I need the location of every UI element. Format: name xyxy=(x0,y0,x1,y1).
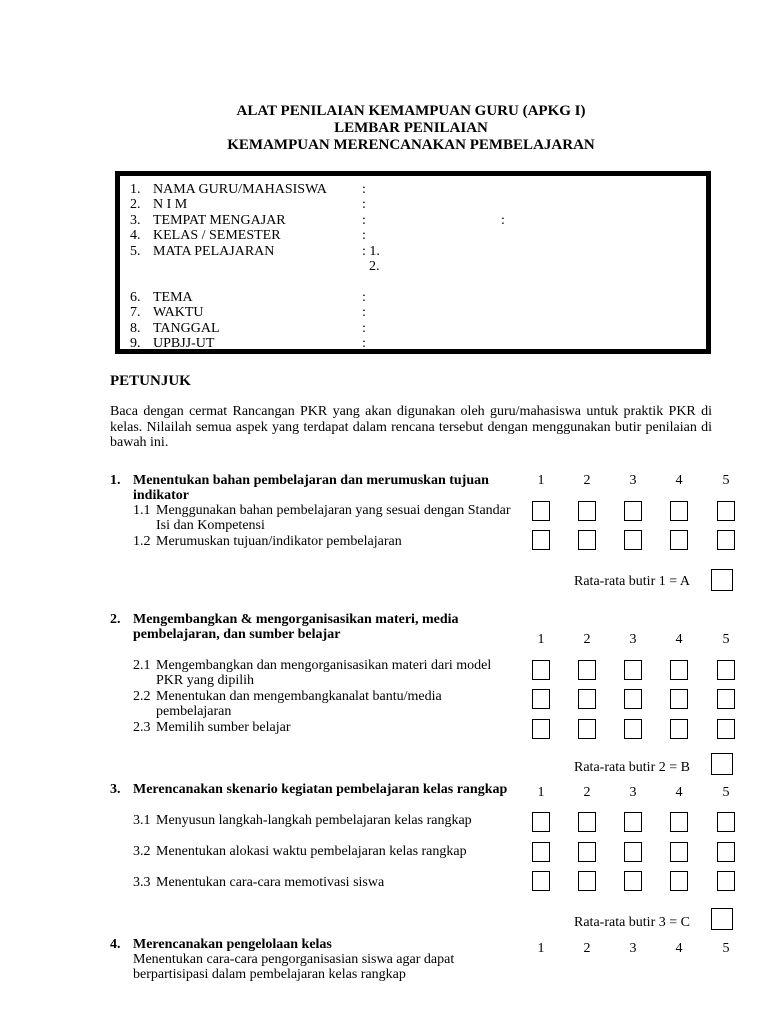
score-checkbox[interactable] xyxy=(578,842,596,862)
item-number: 3.1 xyxy=(133,813,151,828)
score-checkbox[interactable] xyxy=(717,719,735,739)
scale-label: 5 xyxy=(722,941,730,956)
section-title: Menentukan bahan pembelajaran dan merumuskan tujuan xyxy=(133,473,489,488)
score-checkbox[interactable] xyxy=(717,871,735,891)
scale-label: 2 xyxy=(583,473,591,488)
info-num: 6. xyxy=(130,290,141,305)
item-text-cont: PKR yang dipilih xyxy=(156,673,255,688)
score-checkbox[interactable] xyxy=(532,842,550,862)
score-checkbox[interactable] xyxy=(532,530,550,550)
item-text: Memilih sumber belajar xyxy=(156,720,291,735)
identity-box xyxy=(115,171,711,354)
section-desc-cont: berpartisipasi dalam pembelajaran kelas rangkap xyxy=(133,967,406,982)
info-num: 2. xyxy=(130,197,141,212)
form-title-line3: KEMAMPUAN MERENCANAKAN PEMBELAJARAN xyxy=(227,137,595,153)
score-checkbox[interactable] xyxy=(532,812,550,832)
form-title-line2: LEMBAR PENILAIAN xyxy=(334,120,488,136)
average-box[interactable] xyxy=(711,908,733,930)
info-num: 3. xyxy=(130,213,141,228)
score-checkbox[interactable] xyxy=(717,689,735,709)
info-num: 1. xyxy=(130,182,141,197)
info-label-nim: N I M xyxy=(153,197,188,212)
score-checkbox[interactable] xyxy=(532,501,550,521)
item-number: 1.2 xyxy=(133,534,151,549)
info-label-nama: NAMA GURU/MAHASISWA xyxy=(153,182,327,197)
item-text: Menentukan alokasi waktu pembelajaran kelas rangkap xyxy=(156,844,467,859)
score-checkbox[interactable] xyxy=(578,660,596,680)
info-colon: : xyxy=(362,213,366,228)
scale-label: 2 xyxy=(583,785,591,800)
info-mapel-sub2: 2. xyxy=(369,259,380,274)
average-label: Rata-rata butir 3 = C xyxy=(574,915,690,930)
score-checkbox[interactable] xyxy=(670,719,688,739)
score-checkbox[interactable] xyxy=(670,660,688,680)
score-checkbox[interactable] xyxy=(717,812,735,832)
scale-label: 4 xyxy=(675,785,683,800)
scale-label: 3 xyxy=(629,473,637,488)
scale-label: 2 xyxy=(583,941,591,956)
scale-label: 5 xyxy=(722,473,730,488)
info-colon: : xyxy=(362,336,366,351)
score-checkbox[interactable] xyxy=(624,689,642,709)
score-checkbox[interactable] xyxy=(717,530,735,550)
scale-label: 3 xyxy=(629,941,637,956)
section-desc: Menentukan cara-cara pengorganisasian siswa agar dapat xyxy=(133,952,455,967)
score-checkbox[interactable] xyxy=(670,689,688,709)
scale-label: 4 xyxy=(675,473,683,488)
score-checkbox[interactable] xyxy=(717,501,735,521)
info-colon: : xyxy=(362,197,366,212)
section-title: Merencanakan pengelolaan kelas xyxy=(133,937,332,952)
form-title-line1: ALAT PENILAIAN KEMAMPUAN GURU (APKG I) xyxy=(236,103,586,119)
scale-label: 4 xyxy=(675,632,683,647)
info-num: 7. xyxy=(130,305,141,320)
item-number: 2.3 xyxy=(133,720,151,735)
score-checkbox[interactable] xyxy=(717,842,735,862)
score-checkbox[interactable] xyxy=(717,660,735,680)
score-checkbox[interactable] xyxy=(532,719,550,739)
scale-label: 1 xyxy=(537,941,545,956)
section-title-cont: pembelajaran, dan sumber belajar xyxy=(133,627,341,642)
section-number: 3. xyxy=(110,782,121,797)
scale-label: 5 xyxy=(722,632,730,647)
score-checkbox[interactable] xyxy=(624,501,642,521)
item-number: 2.2 xyxy=(133,689,151,704)
score-checkbox[interactable] xyxy=(624,812,642,832)
average-box[interactable] xyxy=(711,753,733,775)
item-text: Menentukan cara-cara memotivasi siswa xyxy=(156,875,385,890)
item-number: 2.1 xyxy=(133,658,151,673)
info-label-waktu: WAKTU xyxy=(153,305,204,320)
scale-label: 3 xyxy=(629,785,637,800)
scale-label: 4 xyxy=(675,941,683,956)
item-text-cont: pembelajaran xyxy=(156,704,232,719)
score-checkbox[interactable] xyxy=(532,660,550,680)
info-colon-extra: : xyxy=(501,213,505,228)
petunjuk-heading: PETUNJUK xyxy=(110,373,191,389)
info-num: 5. xyxy=(130,244,141,259)
item-text: Menentukan dan mengembangkanalat bantu/media xyxy=(156,689,442,704)
score-checkbox[interactable] xyxy=(670,501,688,521)
score-checkbox[interactable] xyxy=(624,719,642,739)
item-text: Menggunakan bahan pembelajaran yang sesuai dengan Standar xyxy=(156,503,511,518)
info-colon: : xyxy=(362,290,366,305)
score-checkbox[interactable] xyxy=(624,530,642,550)
scale-label: 1 xyxy=(537,785,545,800)
item-text: Merumuskan tujuan/indikator pembelajaran xyxy=(156,534,402,549)
score-checkbox[interactable] xyxy=(532,871,550,891)
info-colon: : xyxy=(362,182,366,197)
info-num: 4. xyxy=(130,228,141,243)
score-checkbox[interactable] xyxy=(578,812,596,832)
score-checkbox[interactable] xyxy=(670,812,688,832)
info-label-tempat: TEMPAT MENGAJAR xyxy=(153,213,286,228)
info-label-kelas: KELAS / SEMESTER xyxy=(153,228,281,243)
score-checkbox[interactable] xyxy=(578,689,596,709)
score-checkbox[interactable] xyxy=(670,842,688,862)
average-label: Rata-rata butir 1 = A xyxy=(574,574,690,589)
score-checkbox[interactable] xyxy=(670,530,688,550)
item-text-cont: Isi dan Kompetensi xyxy=(156,518,265,533)
info-colon: : xyxy=(362,321,366,336)
section-number: 2. xyxy=(110,612,121,627)
info-mapel-sub1: : 1. xyxy=(362,244,380,259)
info-num: 8. xyxy=(130,321,141,336)
scale-label: 1 xyxy=(537,632,545,647)
average-label: Rata-rata butir 2 = B xyxy=(574,760,690,775)
scale-label: 5 xyxy=(722,785,730,800)
item-text: Mengembangkan dan mengorganisasikan materi dari model xyxy=(156,658,492,673)
score-checkbox[interactable] xyxy=(578,530,596,550)
section-title: Merencanakan skenario kegiatan pembelajaran kelas rangkap xyxy=(133,782,508,797)
info-label-mapel: MATA PELAJARAN xyxy=(153,244,275,259)
score-checkbox[interactable] xyxy=(624,842,642,862)
score-checkbox[interactable] xyxy=(532,689,550,709)
item-number: 1.1 xyxy=(133,503,151,518)
item-text: Menyusun langkah-langkah pembelajaran kelas rangkap xyxy=(156,813,472,828)
item-number: 3.2 xyxy=(133,844,151,859)
section-title: Mengembangkan & mengorganisasikan materi, media xyxy=(133,612,459,627)
info-label-tema: TEMA xyxy=(153,290,193,305)
section-number: 1. xyxy=(110,473,121,488)
score-checkbox[interactable] xyxy=(624,660,642,680)
info-label-upbjj: UPBJJ-UT xyxy=(153,336,215,351)
score-checkbox[interactable] xyxy=(578,501,596,521)
scale-label: 1 xyxy=(537,473,545,488)
score-checkbox[interactable] xyxy=(578,719,596,739)
average-box[interactable] xyxy=(711,569,733,591)
info-label-tanggal: TANGGAL xyxy=(153,321,220,336)
item-number: 3.3 xyxy=(133,875,151,890)
info-num: 9. xyxy=(130,336,141,351)
info-colon: : xyxy=(362,305,366,320)
info-colon: : xyxy=(362,228,366,243)
petunjuk-text: Baca dengan cermat Rancangan PKR yang akan digunakan oleh guru/mahasiswa untuk praktik PKR di kelas. Nilailah semua aspek yang terdapat dalam rencana tersebut dengan menggunakan butir penilaian di bawah ini. xyxy=(110,404,712,450)
section-title-cont: indikator xyxy=(133,488,190,503)
scale-label: 3 xyxy=(629,632,637,647)
scale-label: 2 xyxy=(583,632,591,647)
score-checkbox[interactable] xyxy=(578,871,596,891)
score-checkbox[interactable] xyxy=(624,871,642,891)
score-checkbox[interactable] xyxy=(670,871,688,891)
section-number: 4. xyxy=(110,937,121,952)
